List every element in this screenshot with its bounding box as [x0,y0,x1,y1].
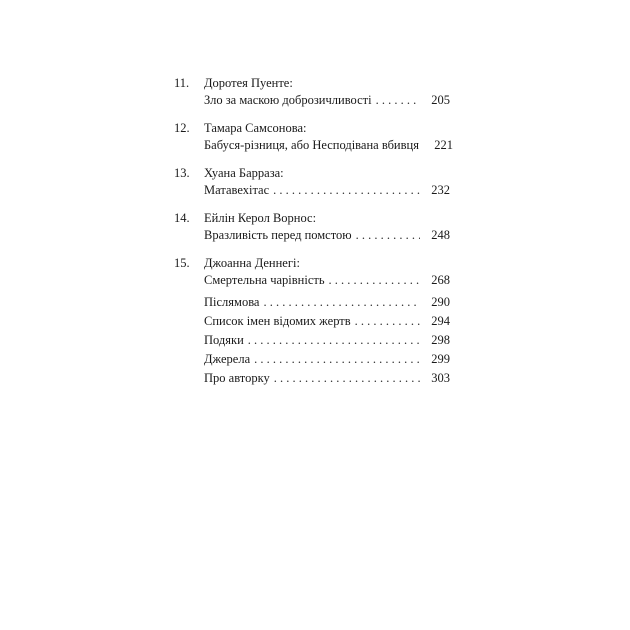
chapter-number: 13. [174,166,190,180]
chapter-heading: Хуана Барраза: [204,166,284,180]
toc-chapter-15 [174,255,450,289]
chapter-title: Вразливість перед помстою [204,228,352,242]
page-number: 298 [431,333,450,347]
dot-leader [248,331,420,350]
chapter-number: 15. [174,256,190,270]
chapter-heading: Джоанна Деннегі: [204,256,300,270]
dot-leader [274,369,420,388]
toc-afterword [174,293,450,312]
chapter-number: 11. [174,76,190,90]
dot-leader [355,312,420,331]
dot-leader [273,182,420,199]
page-number: 290 [431,295,450,309]
section-title: Список імен відомих жертв [204,314,351,328]
chapter-number: 14. [174,211,190,225]
section-title: Післямова [204,295,260,309]
toc-chapter-13 [174,165,450,199]
chapter-title: Матавехітас [204,183,270,197]
section-title: Джерела [204,352,251,366]
chapter-title: Смертельна чарівність [204,273,325,287]
toc-chapter-14 [174,210,450,244]
chapter-title: Зло за маскою доброзичливості [204,93,372,107]
toc-victims-list [174,312,450,331]
dot-leader [263,293,420,312]
toc-sources [174,350,450,369]
page-number: 268 [431,273,450,287]
dot-leader [329,272,420,289]
toc-chapter-12 [174,120,453,154]
table-of-contents [174,75,453,388]
chapter-number: 12. [174,121,190,135]
toc-chapter-11 [174,75,450,109]
page-number: 294 [431,314,450,328]
toc-about-author [174,369,450,388]
section-title: Подяки [204,333,244,347]
page-number: 205 [431,93,450,107]
section-title: Про авторку [204,371,270,385]
dot-leader [254,350,420,369]
chapter-heading: Тамара Самсонова: [204,121,307,135]
toc-acknowledgements [174,331,450,350]
page-number: 248 [431,228,450,242]
dot-leader [376,92,420,109]
chapter-heading: Ейлін Керол Ворнос: [204,211,317,225]
page-number: 221 [434,138,453,152]
chapter-heading: Доротея Пуенте: [204,76,293,90]
page-number: 232 [431,183,450,197]
page-number: 299 [431,352,450,366]
page-number: 303 [431,371,450,385]
dot-leader [356,227,420,244]
chapter-title: Бабуся-різниця, або Несподівана вбивця [204,138,419,152]
